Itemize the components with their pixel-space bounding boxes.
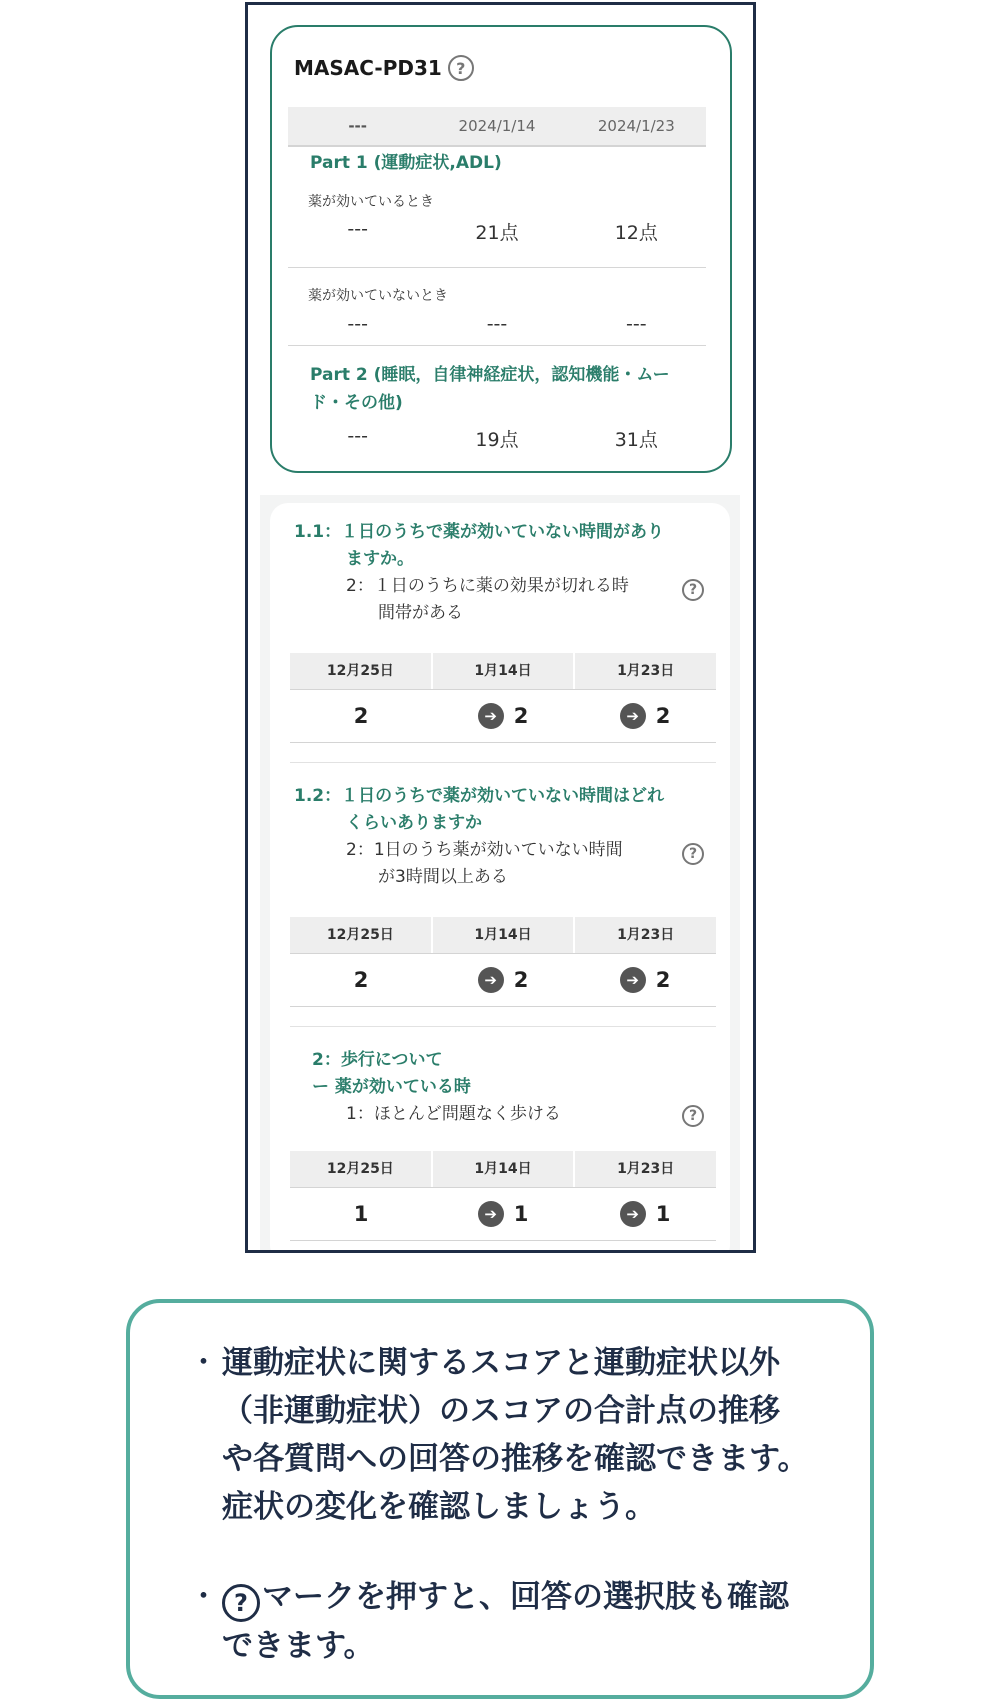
answer-value: 2 — [655, 704, 671, 728]
answer-line: 間帯がある — [378, 603, 463, 623]
date-header: 1月14日 — [431, 1151, 574, 1187]
divider — [288, 345, 706, 346]
date-header: 12月25日 — [326, 663, 394, 679]
score-value: --- — [347, 313, 368, 335]
question-title-line: 2：歩行について — [312, 1050, 443, 1070]
help-icon[interactable]: ? — [682, 1105, 704, 1127]
answer-value-row — [290, 690, 716, 743]
help-icon[interactable]: ? — [682, 579, 704, 601]
question-title-line: ますか。 — [346, 549, 414, 569]
date-header: 1月23日 — [573, 917, 716, 953]
score-value: --- — [347, 218, 368, 240]
answer-value-cell — [290, 690, 432, 742]
info-line: や各質問への回答の推移を確認できます。 — [222, 1441, 809, 1477]
question-title-line: くらいありますか — [346, 813, 482, 833]
question-title-line: １日のうちで薬が効いていない時間があり — [341, 522, 664, 542]
score-value: 19点 — [475, 429, 519, 451]
divider — [288, 267, 706, 268]
answer-value-cell — [574, 954, 716, 1006]
question-number: 1.2： — [294, 786, 342, 806]
info-item-1 — [188, 1339, 868, 1539]
info-line: マークを押すと、回答の選択肢も確認 — [262, 1579, 789, 1615]
score-row-label: 薬が効いていないとき — [308, 288, 448, 304]
arrow-right-circle-icon: ➔ — [478, 967, 504, 993]
question-title-line: １日のうちで薬が効いていない時間はどれ — [341, 786, 664, 806]
part1-title: Part 1 (運動症状,ADL) — [310, 153, 502, 173]
question-title — [312, 1047, 692, 1101]
answer-line: 2：1日のうち薬が効いていない時間 — [346, 840, 623, 860]
date-header: 1月14日 — [431, 653, 574, 689]
answer-value-cell — [290, 954, 432, 1006]
score-value: --- — [486, 313, 508, 335]
question-list — [270, 503, 730, 1253]
info-line: （非運動症状）のスコアの合計点の推移 — [222, 1393, 780, 1429]
date-header: 12月25日 — [326, 927, 394, 943]
question-title-line: ー 薬が効いている時 — [312, 1077, 471, 1097]
score-summary-card — [270, 25, 732, 473]
answer-value: 2 — [353, 704, 369, 728]
info-text — [222, 1573, 862, 1670]
question-title — [294, 783, 714, 837]
phone-screen — [245, 2, 756, 1253]
answer-value-row — [290, 954, 716, 1007]
info-line: できます。 — [222, 1628, 375, 1664]
answer-value: 2 — [353, 968, 369, 992]
info-item-2 — [188, 1573, 868, 1673]
question-answer — [346, 573, 666, 627]
date-header: 1月23日 — [573, 653, 716, 689]
arrow-right-circle-icon: ➔ — [620, 967, 646, 993]
part2-title-line: Part 2 (睡眠，自律神経症状，認知機能・ムー — [310, 365, 670, 385]
answer-value-cell — [432, 690, 574, 742]
bullet: ・ — [188, 1345, 219, 1381]
arrow-right-circle-icon: ➔ — [478, 1201, 504, 1227]
answer-line: が3時間以上ある — [378, 867, 508, 887]
score-value: --- — [347, 425, 368, 447]
score-row — [288, 425, 706, 452]
arrow-right-circle-icon: ➔ — [620, 703, 646, 729]
arrow-right-circle-icon: ➔ — [620, 1201, 646, 1227]
question-separator — [290, 1026, 716, 1027]
answer-value: 1 — [513, 1202, 529, 1226]
date-header-row — [290, 653, 716, 690]
bullet: ・ — [188, 1579, 219, 1615]
score-value: --- — [626, 313, 647, 335]
date-header-row — [290, 917, 716, 954]
answer-line: 2：１日のうちに薬の効果が切れる時 — [346, 576, 629, 596]
question-answer: 1：ほとんど問題なく歩ける — [346, 1104, 561, 1124]
answer-value-cell — [432, 1188, 574, 1240]
score-value: 21点 — [475, 222, 519, 244]
answer-value: 1 — [655, 1202, 671, 1226]
score-column-header: 2024/1/14 — [458, 117, 536, 135]
part2-title — [310, 361, 700, 417]
date-header: 1月23日 — [573, 1151, 716, 1187]
date-header: 12月25日 — [326, 1161, 394, 1177]
help-icon[interactable]: ? — [448, 55, 474, 81]
info-box — [126, 1299, 874, 1699]
score-row — [288, 313, 706, 335]
score-header-row — [288, 107, 706, 147]
help-icon[interactable]: ? — [682, 843, 704, 865]
info-line: 運動症状に関するスコアと運動症状以外 — [222, 1345, 780, 1381]
info-text — [222, 1339, 862, 1531]
help-icon: ? — [222, 1584, 260, 1622]
answer-value-row — [290, 1188, 716, 1241]
question-number: 1.1： — [294, 522, 342, 542]
score-value: 12点 — [614, 222, 658, 244]
answer-value: 2 — [513, 968, 529, 992]
info-line: 症状の変化を確認しましょう。 — [222, 1489, 656, 1525]
answer-value: 2 — [655, 968, 671, 992]
question-title — [294, 519, 714, 573]
date-header: 1月14日 — [431, 917, 574, 953]
part2-title-line: ド・その他) — [310, 393, 403, 413]
score-title-row — [294, 55, 474, 81]
score-row — [288, 218, 706, 245]
answer-value-cell — [574, 1188, 716, 1240]
score-title: MASAC-PD31 — [294, 56, 442, 80]
score-column-header: 2024/1/23 — [597, 117, 675, 135]
score-column-header: --- — [348, 117, 367, 135]
answer-value-cell — [432, 954, 574, 1006]
score-row-label: 薬が効いているとき — [308, 194, 434, 210]
answer-value-cell — [290, 1188, 432, 1240]
answer-value: 1 — [353, 1202, 369, 1226]
question-answer — [346, 837, 666, 891]
answer-value: 2 — [513, 704, 529, 728]
score-value: 31点 — [614, 429, 658, 451]
arrow-right-circle-icon: ➔ — [478, 703, 504, 729]
date-header-row — [290, 1151, 716, 1188]
question-separator — [290, 762, 716, 763]
answer-value-cell — [574, 690, 716, 742]
